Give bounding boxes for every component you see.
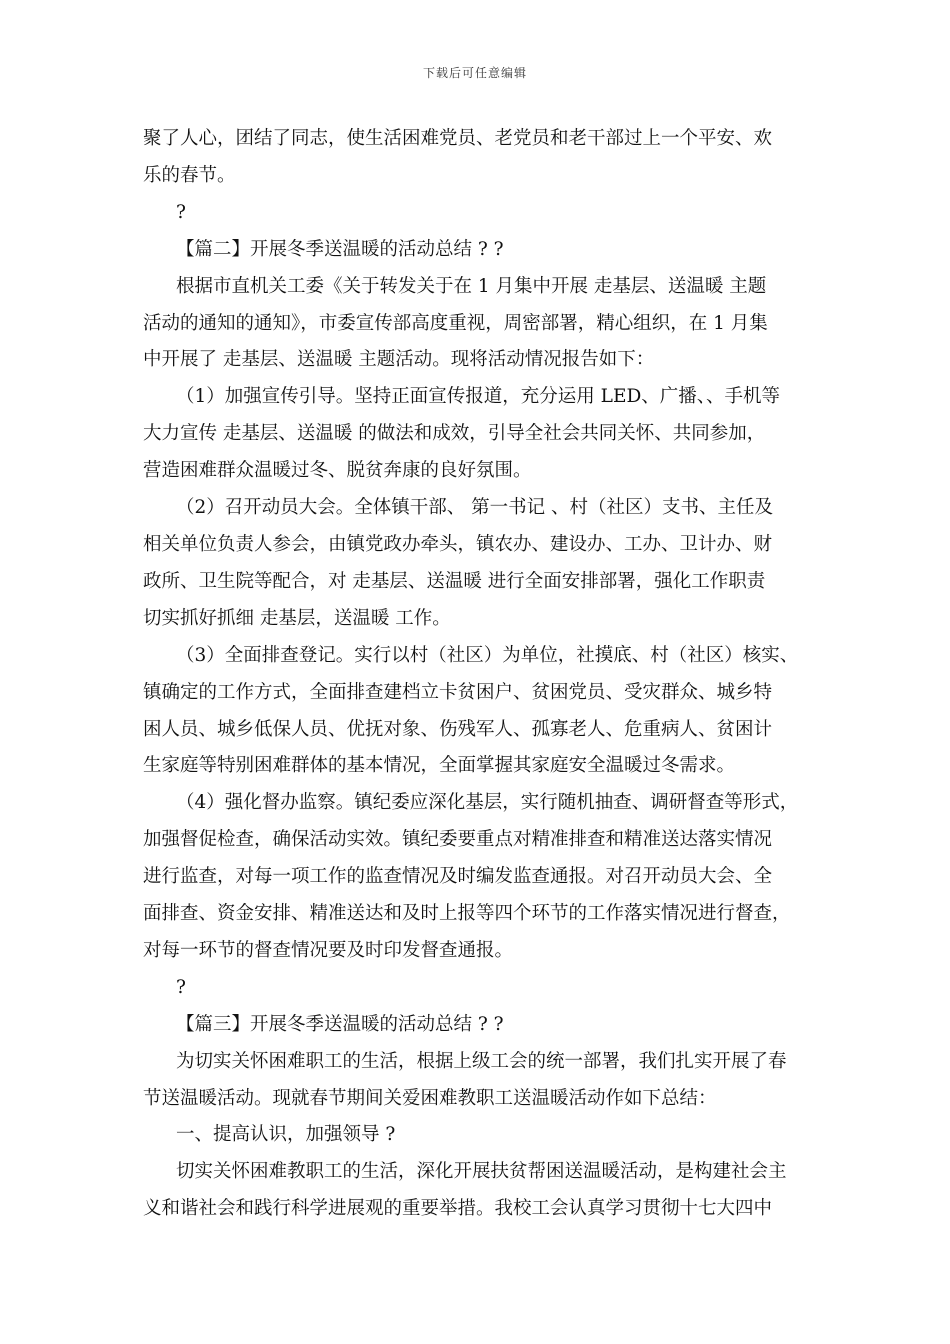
text-line: 镇确定的工作方式，全面排查建档立卡贫困户、贫困党员、受灾群众、城乡特: [143, 681, 773, 703]
document-body: [143, 121, 813, 1228]
text-line: 活动的通知的通知》，市委宣传部高度重视，周密部署，精心组织，在 1 月集: [143, 312, 768, 334]
text-line: 根据市直机关工委《关于转发关于在 1 月集中开展 走基层、送温暖 主题: [176, 275, 767, 297]
text-line: 义和谐社会和践行科学进展观的重要举措。我校工会认真学习贯彻十七大四中: [143, 1198, 773, 1220]
text-line: 为切实关怀困难职工的生活，根据上级工会的统一部署，我们扎实开展了春: [176, 1050, 787, 1072]
page-header: 下载后可任意编辑: [422, 66, 527, 80]
text-line: （1）加强宣传引导。坚持正面宣传报道，充分运用 LED、广播、、手机等: [176, 386, 781, 408]
text-line: 营造困难群众温暖过冬、脱贫奔康的良好氛围。: [143, 460, 532, 482]
text-line: 大力宣传 走基层、送温暖 的做法和成效，引导全社会共同关怀、共同参加，: [143, 423, 766, 445]
text-line: ?: [176, 976, 186, 998]
text-line: ?: [176, 201, 186, 223]
text-line: 困人员、城乡低保人员、优抚对象、伤残军人、孤寡老人、危重病人、贫困计: [143, 718, 773, 740]
text-line: 加强督促检查，确保活动实效。镇纪委要重点对精准排查和精准送达落实情况: [143, 829, 773, 851]
text-line: 节送温暖活动。现就春节期间关爱困难教职工送温暖活动作如下总结：: [143, 1087, 717, 1109]
text-line: 聚了人心，团结了同志，使生活困难党员、老党员和老干部过上一个平安、欢: [143, 128, 773, 149]
text-line: 政所、卫生院等配合，对 走基层、送温暖 进行全面安排部署，强化工作职责: [143, 570, 766, 592]
text-line: （3）全面排查登记。实行以村（社区）为单位，社摸底、村（社区）核实、: [176, 644, 799, 666]
text-line: 对每一环节的督查情况要及时印发督查通报。: [143, 939, 514, 961]
section-heading-2: 【篇二】开展冬季送温暖的活动总结 ? ?: [176, 238, 504, 260]
text-line: （4）强化督办监察。镇纪委应深化基层，实行随机抽查、调研督查等形式，: [176, 792, 799, 814]
text-line: 生家庭等特别困难群体的基本情况，全面掌握其家庭安全温暖过冬需求。: [143, 755, 736, 777]
text-line: 切实抓好抓细 走基层，送温暖 工作。: [143, 607, 451, 629]
subheading: 一、提高认识，加强领导 ?: [176, 1124, 396, 1146]
text-line: 面排查、资金安排、精准送达和及时上报等四个环节的工作落实情况进行督查，: [143, 903, 791, 925]
section-heading-3: 【篇三】开展冬季送温暖的活动总结 ? ?: [176, 1013, 504, 1035]
text-line: 相关单位负责人参会，由镇党政办牵头，镇农办、建设办、工办、卫计办、财: [143, 533, 773, 555]
text-line: 切实关怀困难教职工的生活，深化开展扶贫帮困送温暖活动，是构建社会主: [176, 1161, 787, 1183]
text-line: 中开展了 走基层、送温暖 主题活动。现将活动情况报告如下：: [143, 349, 655, 371]
text-line: （2）召开动员大会。全体镇干部、 第一书记 、村（社区）支书、主任及: [176, 497, 774, 519]
text-line: 乐的春节。: [143, 164, 236, 186]
text-line: 进行监查，对每一项工作的监查情况及时编发监查通报。对召开动员大会、全: [143, 866, 773, 888]
